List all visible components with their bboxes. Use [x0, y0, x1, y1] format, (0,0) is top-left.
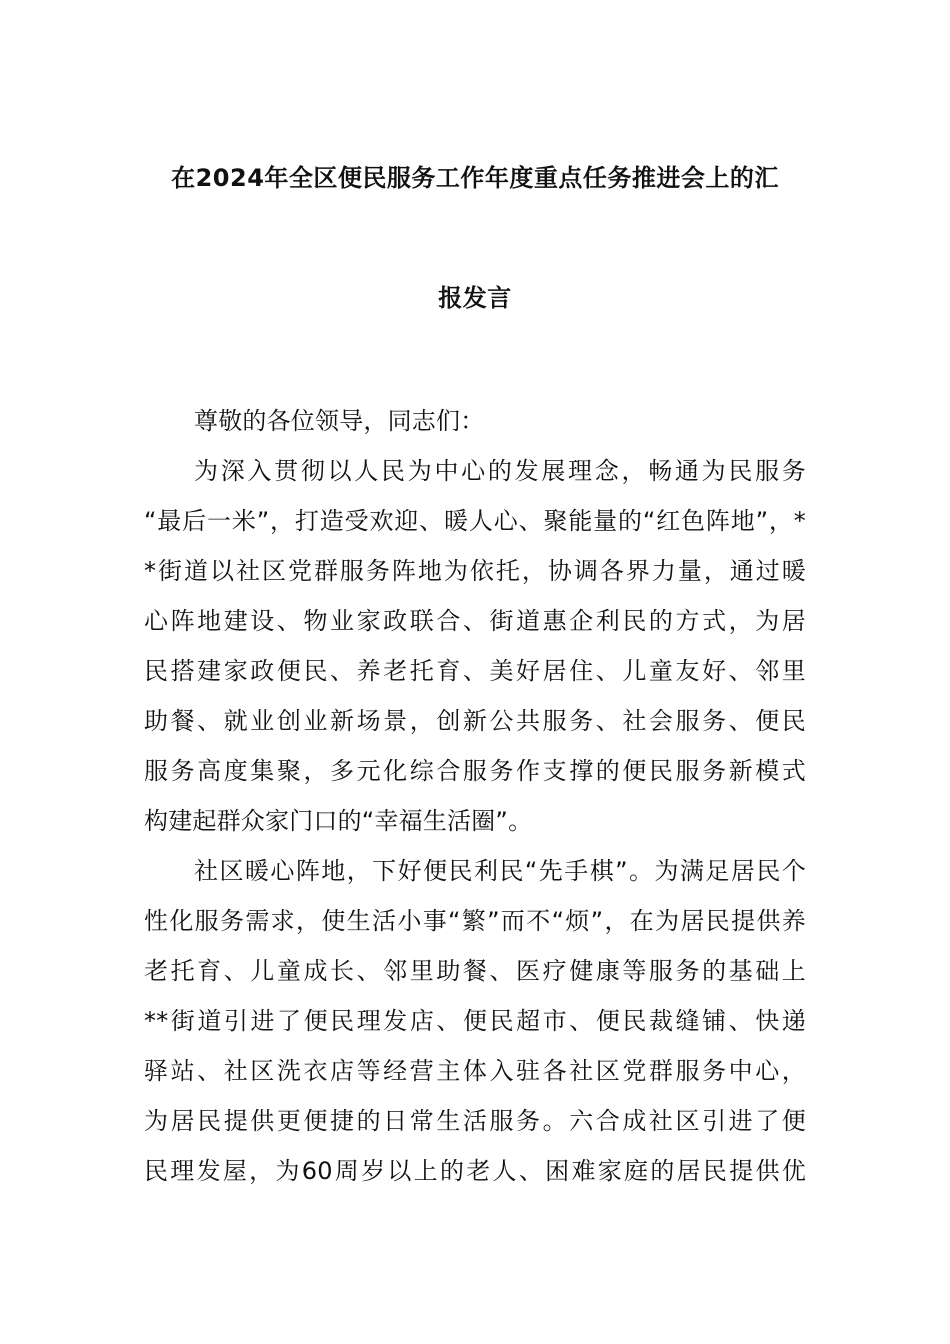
- paragraph-2-line-2: 性化服务需求，使生活小事“繁”而不“烦”，在为居民提供养: [144, 907, 806, 935]
- paragraph-2-line-1: 社区暖心阵地，下好便民利民“先手棋”。为满足居民个: [194, 857, 806, 885]
- paragraph-2-line-7: 民理发屋，为60周岁以上的老人、困难家庭的居民提供优: [144, 1157, 806, 1185]
- paragraph-1-line-2: “最后一米”，打造受欢迎、暖人心、聚能量的“红色阵地”，*: [144, 507, 806, 535]
- paragraph-1-line-1: 为深入贯彻以人民为中心的发展理念，畅通为民服务: [194, 457, 806, 485]
- paragraph-1-line-3: *街道以社区党群服务阵地为依托，协调各界力量，通过暖: [144, 557, 806, 585]
- paragraph-1-line-7: 服务高度集聚，多元化综合服务作支撑的便民服务新模式: [144, 757, 806, 785]
- paragraph-2-line-6: 为居民提供更便捷的日常生活服务。六合成社区引进了便: [144, 1107, 806, 1135]
- paragraph-2-line-4: **街道引进了便民理发店、便民超市、便民裁缝铺、快递: [144, 1007, 806, 1035]
- salutation: 尊敬的各位领导，同志们：: [194, 407, 485, 435]
- paragraph-1-line-6: 助餐、就业创业新场景，创新公共服务、社会服务、便民: [144, 707, 806, 735]
- paragraph-1-line-5: 民搭建家政便民、养老托育、美好居住、儿童友好、邻里: [144, 657, 806, 685]
- document-title-line-1: 在2024年全区便民服务工作年度重点任务推进会上的汇: [171, 164, 779, 192]
- paragraph-2-line-3: 老托育、儿童成长、邻里助餐、医疗健康等服务的基础上: [144, 957, 806, 985]
- paragraph-2-line-5: 驿站、社区洗衣店等经营主体入驻各社区党群服务中心，: [144, 1057, 806, 1085]
- paragraph-1-line-4: 心阵地建设、物业家政联合、街道惠企利民的方式，为居: [144, 607, 806, 635]
- paragraph-1-line-8: 构建起群众家门口的“幸福生活圈”。: [144, 807, 533, 835]
- document-title-line-2: 报发言: [438, 284, 512, 312]
